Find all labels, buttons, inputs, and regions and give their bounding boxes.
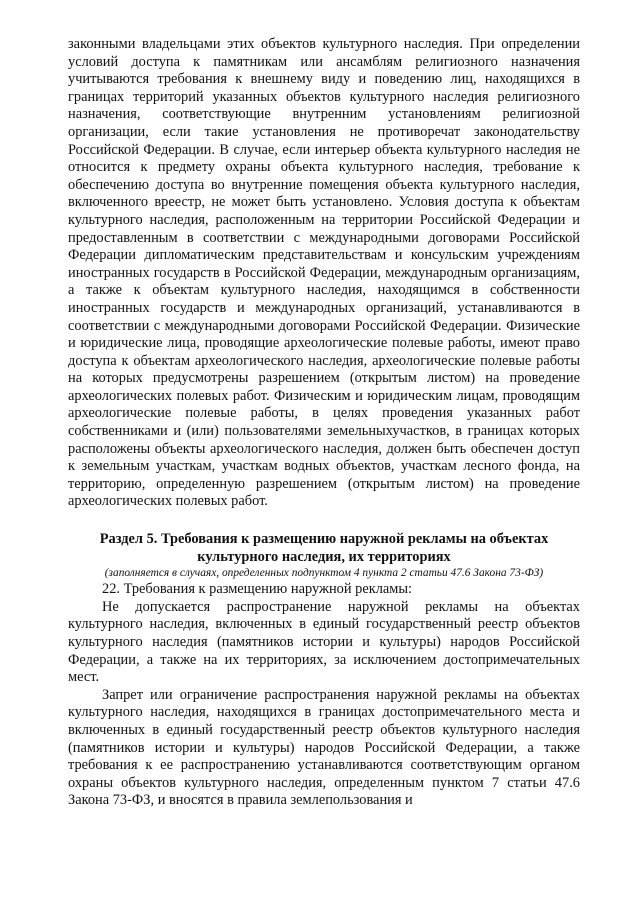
section-5-note: (заполняется в случаях, определенных подпунктом 4 пункта 2 статьи 47.6 Закона 73-ФЗ) bbox=[104, 567, 544, 580]
item-22-heading: 22. Требования к размещению наружной рекламы: bbox=[102, 581, 413, 598]
document-body bbox=[68, 36, 580, 810]
paragraph-advertising-restriction: Запрет или ограничение распространения наружной рекламы на объектах культурного наследия, находящихся в границах достопримечательного места и включенных в единый государственный реестр объектов культурного наследия (памятников истории и культуры) народов Российской Федерации, а также требования к ее распространению устанавливаются соответствующим органом охраны объектов культурного наследия, определенным пунктом 7 статьи 47.6 Закона 73-ФЗ, и вносятся в правила землепользования и bbox=[68, 686, 580, 809]
section-5-title: Раздел 5. Требования к размещению наружной рекламы на объектах культурного наследия, их территориях bbox=[99, 531, 549, 565]
paragraph-advertising-ban: Не допускается распространение наружной рекламы на объектах культурного наследия, включенных в единый государственный реестр объектов культурного наследия (памятников истории и культуры) народов Российской Федерации, а также на их территориях, за исключением достопримечательных мест. bbox=[68, 598, 580, 686]
paragraph-access-conditions: законными владельцами этих объектов культурного наследия. При определении условий доступа к памятникам или ансамблям религиозного назначения учитываются требования к внешнему виду и поведению лиц, находящихся в границах территорий указанных объектов культурного наследия религиозного назначения, соответствующие внутренним установлениям религиозной организации, если такие установления не противоречат законодательству Российской Федерации. В случае, если интерьер объекта культурного наследия не относится к предмету охраны объекта культурного наследия, требование к обеспечению доступа во внутренние помещения объекта культурного наследия, включенного вреестр, не может быть установлено. Условия доступа к объектам культурного наследия, расположенным на территории Российской Федерации и предоставленным в соответствии с международными договорами Российской Федерации дипломатическим представительствам и консульским учреждениям иностранных государств в Российской Федерации, международным организациям, а также к объектам культурного наследия, находящимся в собственности иностранных государств и международных организаций, устанавливаются в соответствии с международными договорами Российской Федерации. Физические и юридические лица, проводящие археологические полевые работы, имеют право доступа к объектам археологического наследия, археологические полевые работы на которых предусмотрены разрешением (открытым листом) на проведение археологических полевых работ. Физическим и юридическим лицам, проводящим археологические полевые работы, в целях проведения указанных работ собственниками и (или) пользователями земельныхучастков, в границах которых расположены объекты археологического наследия, должен быть обеспечен доступ к земельным участкам, участкам водных объектов, участкам лесного фонда, на территорию, определенную разрешением (открытым листом) на проведение археологических полевых работ. bbox=[68, 36, 580, 510]
